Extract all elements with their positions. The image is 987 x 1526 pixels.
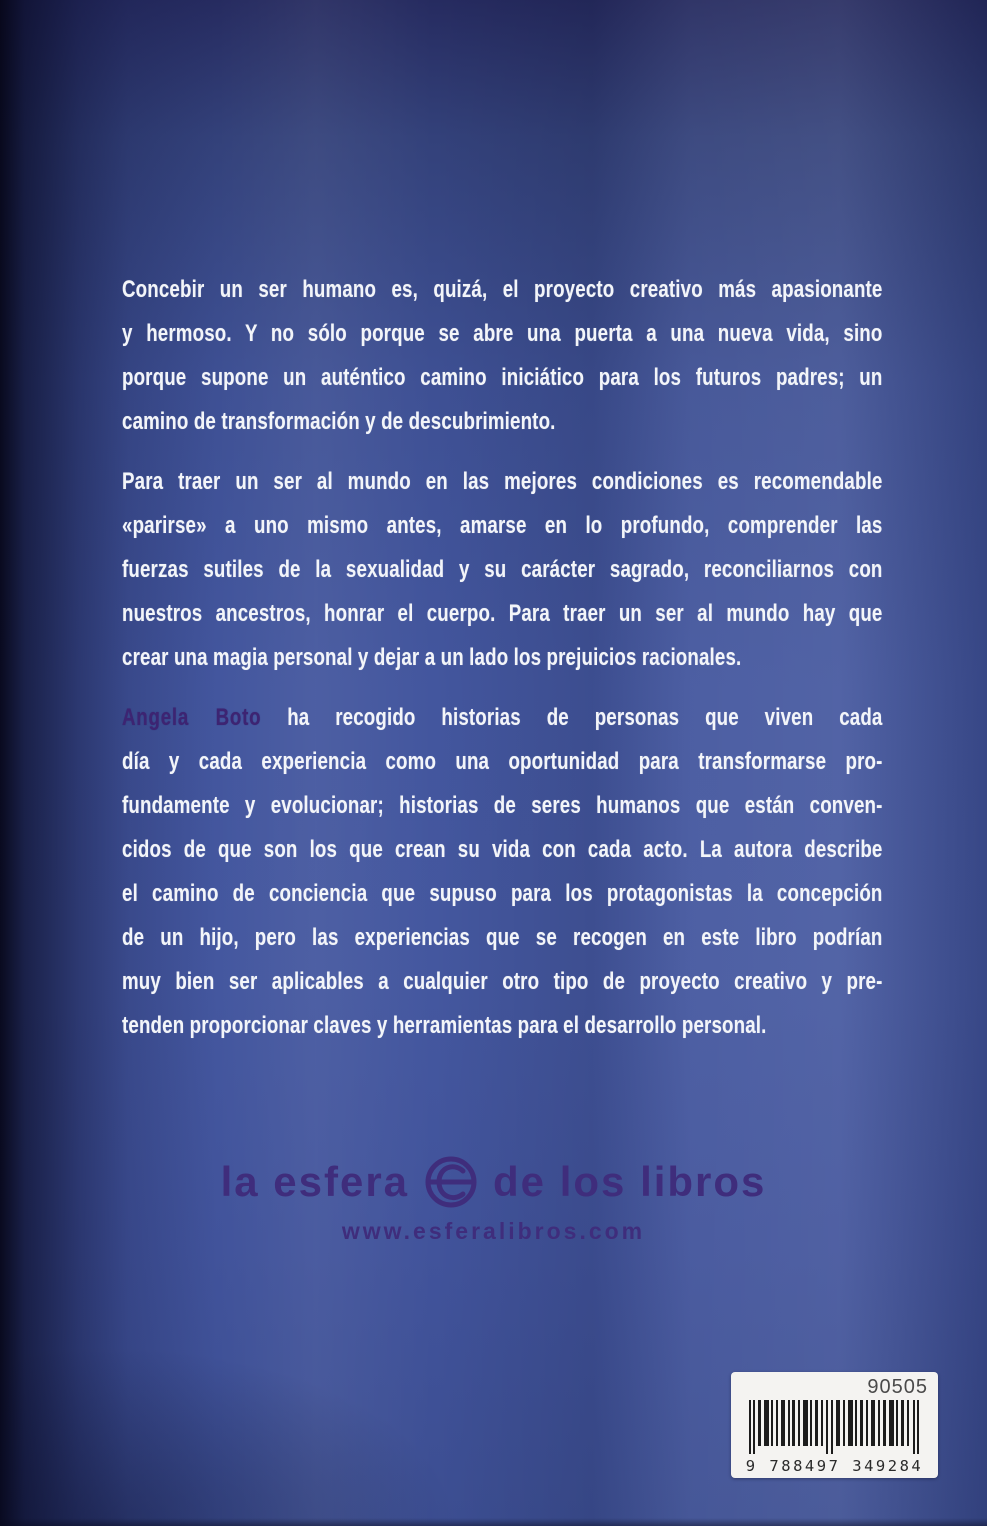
text-line: nuestros ancestros, honrar el cuerpo. Para traer un ser al mundo hay que [122,600,883,627]
author-name: Angela Boto [122,704,262,731]
text-line: y hermoso. Y no sólo porque se abre una puerta a una nueva vida, sino [122,320,883,347]
text-line: Para traer un ser al mundo en las mejores condiciones es recomendable [122,468,883,495]
text-line: el camino de conciencia que supuso para los protagonistas la concepción [122,880,883,907]
cover-bottom-shadow [0,1518,987,1526]
text-line: de un hijo, pero las experiencias que se recogen en este libro podrían [122,924,883,951]
paragraph-1 [122,268,883,444]
author-line [122,696,883,740]
text-line: «parirse» a uno mismo antes, amarse en lo profundo, comprender las [122,512,883,539]
sphere-logo-icon [423,1154,479,1210]
logo-text-right: de los libros [493,1158,767,1205]
back-cover-text [122,268,883,1064]
text-line: fuerzas sutiles de la sexualidad y su carácter sagrado, reconciliarnos con [122,556,883,583]
text-line: muy bien ser aplicables a cualquier otro tipo de proyecto creativo y pre- [122,968,883,995]
barcode-isbn-number: 9 788497 349284 [745,1457,924,1475]
logo-text-left: la esfera [220,1158,410,1205]
paragraph-3-body [122,740,883,1048]
author-line-text: ha recogido historias de personas que viven cada [287,704,883,731]
text-line: fundamente y evolucionar; historias de seres humanos que están conven- [122,792,883,819]
text-line: tenden proporcionar claves y herramientas para el desarrollo personal. [122,1012,767,1039]
paragraph-3 [122,696,883,1048]
barcode-top-number: 90505 [867,1376,928,1398]
text-line: cidos de que son los que crean su vida con cada acto. La autora describe [122,836,883,863]
text-line: crear una magia personal y dejar a un lado los prejuicios racionales. [122,644,742,671]
publisher-website: www.esferalibros.com [341,1218,646,1244]
paragraph-2 [122,460,883,680]
text-line: día y cada experiencia como una oportunidad para transformarse pro- [122,748,883,775]
barcode-label [731,1372,938,1478]
text-line: porque supone un auténtico camino iniciático para los futuros padres; un [122,364,883,391]
text-line: Concebir un ser humano es, quizá, el proyecto creativo más apasionante [122,276,883,303]
barcode-icon [745,1400,925,1454]
publisher-block [0,1152,987,1245]
text-line: camino de transformación y de descubrimiento. [122,408,556,435]
publisher-logo [0,1152,987,1212]
